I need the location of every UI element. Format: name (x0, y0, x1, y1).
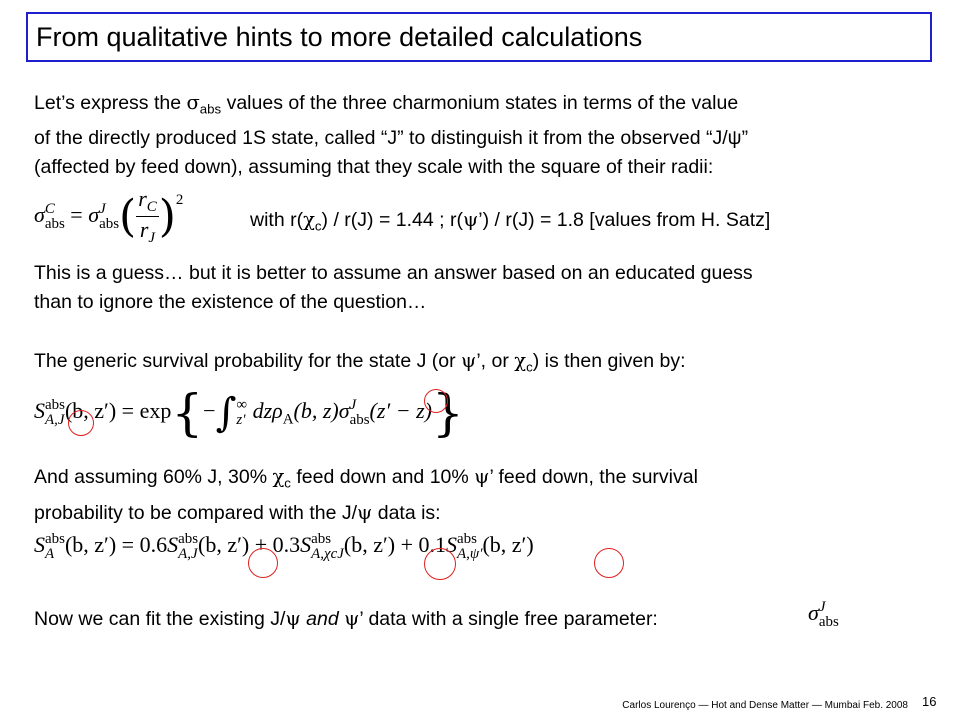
eq3-S2: S (300, 532, 312, 557)
eq1-left-paren: ( (119, 191, 137, 243)
abs-subscript: abs (199, 101, 222, 117)
eq3-S1: S (167, 532, 179, 557)
slide-title-box (26, 12, 932, 62)
guess-line-1: This is a guess… but it is better to assume an answer based on an educated guess (34, 262, 753, 284)
paragraph-feed-down (34, 462, 698, 528)
fit-text-c: ’ data with a single free parameter: (359, 608, 658, 630)
chi-symbol: χ (272, 465, 285, 488)
page-number: 16 (922, 694, 937, 709)
eq1-lhs-sub: abs (44, 215, 65, 232)
eq3-sup1: abs (178, 531, 199, 547)
eq2-body-3: (z′ − z) (369, 398, 432, 424)
feed-text-e: data is: (372, 501, 441, 524)
eq2-sub: A,J (45, 412, 65, 428)
eq1-rhs-sigma: σ (88, 201, 100, 227)
survival-text-b: ’, or (476, 350, 515, 372)
paragraph-intro (34, 88, 748, 182)
eq3-t2: (b, z′) + 0.1 (343, 532, 447, 557)
with-text-c: ’) / r(J) = 1.8 [values from H. Satz] (478, 209, 771, 231)
chi-symbol: χ (303, 208, 315, 231)
eq3-sup3: abs (457, 531, 477, 547)
guess-line-2: than to ignore the existence of the question… (34, 291, 427, 313)
annotation-circle-j-3 (248, 548, 278, 578)
paragraph-guess (34, 259, 753, 317)
feed-down-line-2 (34, 498, 698, 528)
chi-subscript: c (314, 218, 322, 234)
psi-symbol: ψ (357, 500, 373, 524)
eq1-lhs-sigma: σ (34, 201, 45, 227)
survival-text-a: The generic survival probability for the state J (or (34, 350, 462, 372)
eq2-sig-sup: J (349, 397, 357, 414)
intro-text-b: values of the three charmonium states in terms of the value (221, 92, 739, 114)
eq3-S0: S (34, 532, 45, 557)
survival-text-c: ) is then given by: (532, 350, 686, 372)
sigma-symbol: σ (186, 91, 200, 114)
fit-text-a: Now we can fit the existing J/ (34, 608, 286, 630)
eq3-sup0: abs (45, 531, 65, 547)
radius-ratio-line (250, 205, 770, 241)
eq1-rhs-sub: abs (99, 215, 120, 232)
fit-text-and: and (300, 608, 345, 630)
equation-total-survival (34, 532, 534, 562)
fit-sigma-sub: abs (818, 613, 839, 630)
psi-symbol: ψ (474, 465, 490, 488)
eq3-sub1: A,J (178, 545, 198, 562)
chi-symbol: χ (514, 349, 527, 372)
psi-symbol: ψ (344, 607, 360, 630)
chi-subscript: c (284, 475, 291, 491)
eq1-power: 2 (175, 191, 184, 208)
intro-text-a: Let’s express the (34, 92, 187, 114)
eq1-lhs-sup: C (44, 200, 55, 217)
eq2-minus: − (203, 398, 216, 424)
eq1-right-paren: ) (158, 191, 176, 243)
equation-sigma-scaling (34, 186, 183, 247)
eq2-integral: ∫ (215, 390, 237, 436)
feed-text-d: probability to be compared with the J/ (34, 501, 358, 524)
eq3-sup2: abs (311, 531, 332, 547)
eq2-left-brace: { (171, 384, 204, 442)
feed-down-line-1 (34, 462, 698, 498)
eq3-eq: (b, z′) = 0.6 (64, 532, 168, 557)
eq3-sub2: A,χcJ (311, 545, 344, 562)
eq1-den: r (139, 217, 149, 243)
eq2-S: S (34, 398, 45, 424)
eq1-rhs-sup: J (99, 200, 106, 217)
eq1-num-sub: C (146, 199, 157, 216)
eq1-num: r (138, 186, 147, 211)
feed-text-b: feed down and 10% (290, 466, 475, 488)
eq2-int-upper: ∞ (236, 397, 248, 414)
chi-subscript: c (526, 359, 533, 375)
eq3-sub0: A (45, 545, 55, 562)
eq3-t3: (b, z′) (482, 532, 534, 557)
feed-text-c: ’ feed down, the survival (489, 466, 698, 488)
eq2-sup: abs (45, 397, 65, 414)
annotation-circle-psi (594, 548, 624, 578)
fit-sigma: σ (808, 600, 819, 625)
paragraph-survival (34, 346, 686, 382)
intro-line-1 (34, 88, 748, 124)
fit-sigma-sup: J (818, 599, 826, 615)
with-text-a: with r( (250, 209, 304, 231)
eq2-body-1: dzρ (252, 398, 283, 424)
eq1-equals: = (64, 201, 89, 227)
eq2-int-lower: z′ (236, 412, 246, 428)
slide-title: From qualitative hints to more detailed calculations (36, 22, 643, 52)
intro-line-2: of the directly produced 1S state, called “J” to distinguish it from the observed “J/ψ” (34, 126, 749, 149)
psi-symbol: ψ (462, 208, 479, 231)
eq3-sub3: A,ψ′ (457, 545, 483, 562)
annotation-circle-j-2 (424, 389, 448, 413)
with-text-b: ) / r(J) = 1.44 ; r( (321, 209, 463, 231)
eq3-t1: (b, z′) + 0.3 (198, 532, 301, 557)
eq2-body-2: (b, z)σ (293, 398, 350, 424)
psi-symbol: ψ (461, 349, 477, 372)
annotation-circle-chi (424, 548, 456, 580)
slide-footer: Carlos Lourenço — Hot and Dense Matter — Mumbai Feb. 2008 (622, 700, 908, 711)
psi-symbol: ψ (285, 607, 301, 630)
eq2-right-brace: } (431, 384, 464, 442)
annotation-circle-j-1 (68, 410, 94, 436)
eq2-sig-sub: abs (349, 412, 370, 428)
equation-survival-probability (34, 384, 464, 442)
sigma-abs-j-parameter (808, 600, 839, 630)
paragraph-fit (34, 604, 658, 634)
intro-line-3: (affected by feed down), assuming that they scale with the square of their radii: (34, 155, 714, 178)
eq1-den-sub: J (148, 230, 156, 247)
eq2-args: (b, z′) = exp (64, 398, 172, 424)
eq2-body-sub: A (282, 411, 294, 428)
eq3-S3: S (446, 532, 458, 557)
feed-text-a: And assuming 60% J, 30% (34, 466, 273, 488)
eq1-fraction (136, 186, 159, 247)
